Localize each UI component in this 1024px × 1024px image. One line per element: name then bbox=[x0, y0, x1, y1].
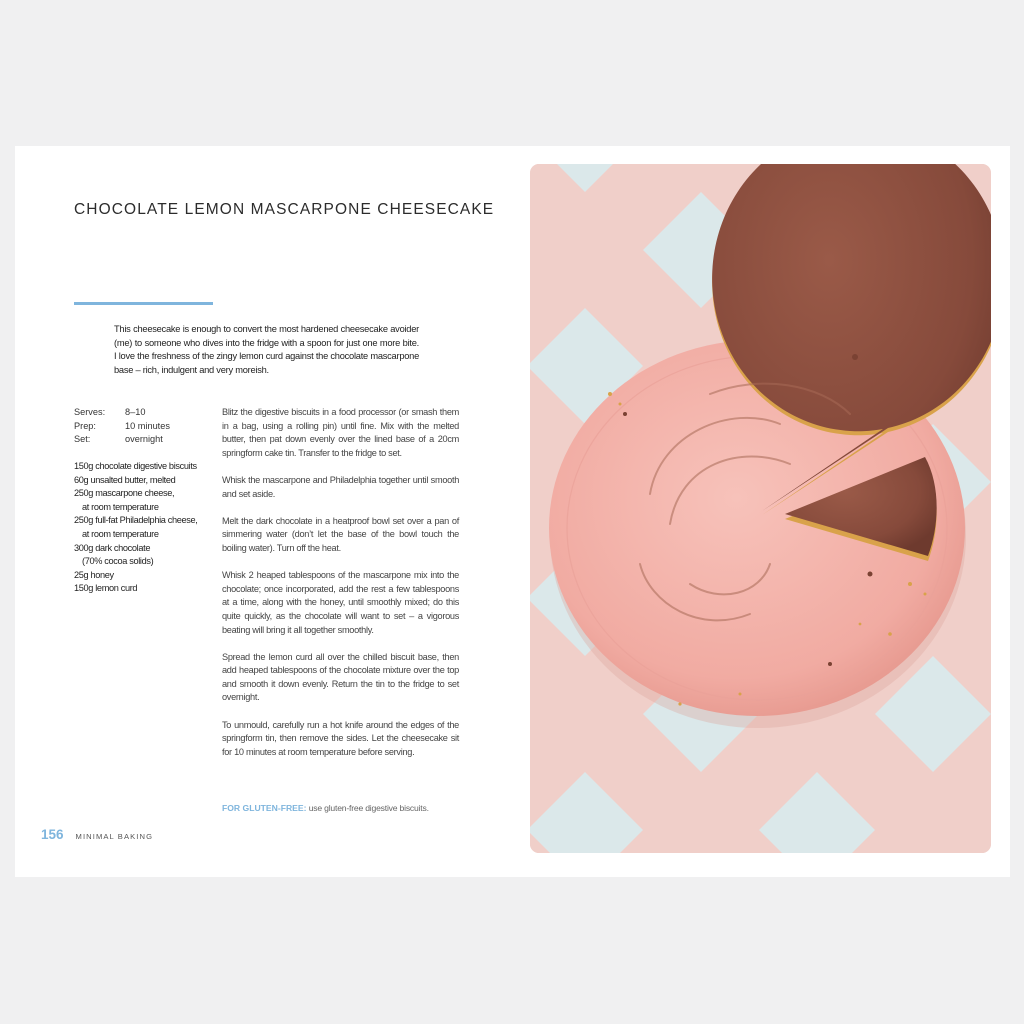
ingredient-item: 25g honey bbox=[74, 569, 114, 580]
cheesecake-illustration bbox=[530, 164, 991, 853]
title-rule bbox=[74, 302, 213, 305]
meta-value: 8–10 bbox=[125, 407, 146, 417]
book-spread bbox=[15, 146, 1010, 877]
ingredients-list bbox=[74, 460, 224, 596]
meta-label: Serves: bbox=[74, 407, 106, 417]
ingredient-item: (70% cocoa solids) bbox=[82, 556, 154, 567]
ingredient-item: at room temperature bbox=[82, 501, 159, 512]
ingredient-item: 250g mascarpone cheese, bbox=[74, 488, 175, 499]
tile bbox=[643, 830, 759, 853]
recipe-intro: This cheesecake is enough to convert the most hardened cheesecake avoider (me) to someone who dives into the fridge with a spoon for just one more bite. I love the freshness of the zingy lemon curd against the chocolate mascarpone base – rich, indulgent and very moreish. bbox=[114, 324, 419, 375]
meta-set bbox=[74, 433, 170, 447]
ingredient-item: 150g chocolate digestive biscuits bbox=[74, 461, 197, 471]
running-head: MINIMAL BAKING bbox=[75, 832, 154, 841]
ingredient-item: 150g lemon curd bbox=[74, 583, 138, 594]
tip-label: FOR GLUTEN-FREE: bbox=[222, 803, 307, 813]
meta-value: overnight bbox=[125, 434, 163, 445]
ingredient-item: 250g full-fat Philadelphia cheese, bbox=[74, 515, 198, 526]
tip-text: use gluten-free digestive biscuits. bbox=[308, 803, 429, 813]
meta-label: Set: bbox=[74, 434, 91, 445]
recipe-meta bbox=[74, 406, 170, 447]
method-step: Blitz the digestive biscuits in a food processor (or smash them in a bag, using a rolling pin) until fine. Mix with the melted butter, then pat down evenly over the lined base of a 20cm springform cake tin. Transfer to the fridge to set. bbox=[222, 407, 459, 458]
method-step: Whisk 2 heaped tablespoons of the mascarpone mix into the chocolate; once incorporated, add the rest a few tablespoons at a time, along with the honey, until smoothly mixed; do this quite quickly, as the chocolate will want to set – a vigorous beating will bring it all together smoothly. bbox=[222, 570, 459, 635]
method-steps bbox=[222, 406, 459, 773]
meta-prep bbox=[74, 420, 170, 434]
ingredient-item: 300g dark chocolate bbox=[74, 542, 151, 553]
tile bbox=[875, 830, 991, 853]
method-step: Melt the dark chocolate in a heatproof bowl set over a pan of simmering water (don’t let the base of the bowl touch the boiling water). Turn off the heat. bbox=[222, 515, 459, 553]
page-number: 156 bbox=[41, 827, 64, 842]
recipe-title: CHOCOLATE LEMON MASCARPONE CHEESECAKE bbox=[74, 201, 495, 218]
gluten-free-tip bbox=[222, 803, 459, 813]
ingredient-item: 60g unsalted butter, melted bbox=[74, 474, 176, 485]
meta-serves bbox=[74, 406, 170, 420]
meta-value: 10 minutes bbox=[125, 420, 170, 431]
page-footer bbox=[41, 827, 153, 842]
cheesecake-photo bbox=[530, 164, 991, 853]
method-step: Whisk the mascarpone and Philadelphia together until smooth and set aside. bbox=[222, 474, 459, 499]
ingredient-item: at room temperature bbox=[82, 528, 159, 539]
method-step: Spread the lemon curd all over the chilled biscuit base, then add heaped tablespoons of the chocolate mixture over the top and smooth it down evenly. Return the tin to the fridge to set overnight. bbox=[222, 651, 459, 703]
meta-label: Prep: bbox=[74, 420, 96, 431]
method-step: To unmould, carefully run a hot knife around the edges of the springform tin, then remove the sides. Let the cheesecake sit for 10 minutes at room temperature before serving. bbox=[222, 719, 459, 757]
